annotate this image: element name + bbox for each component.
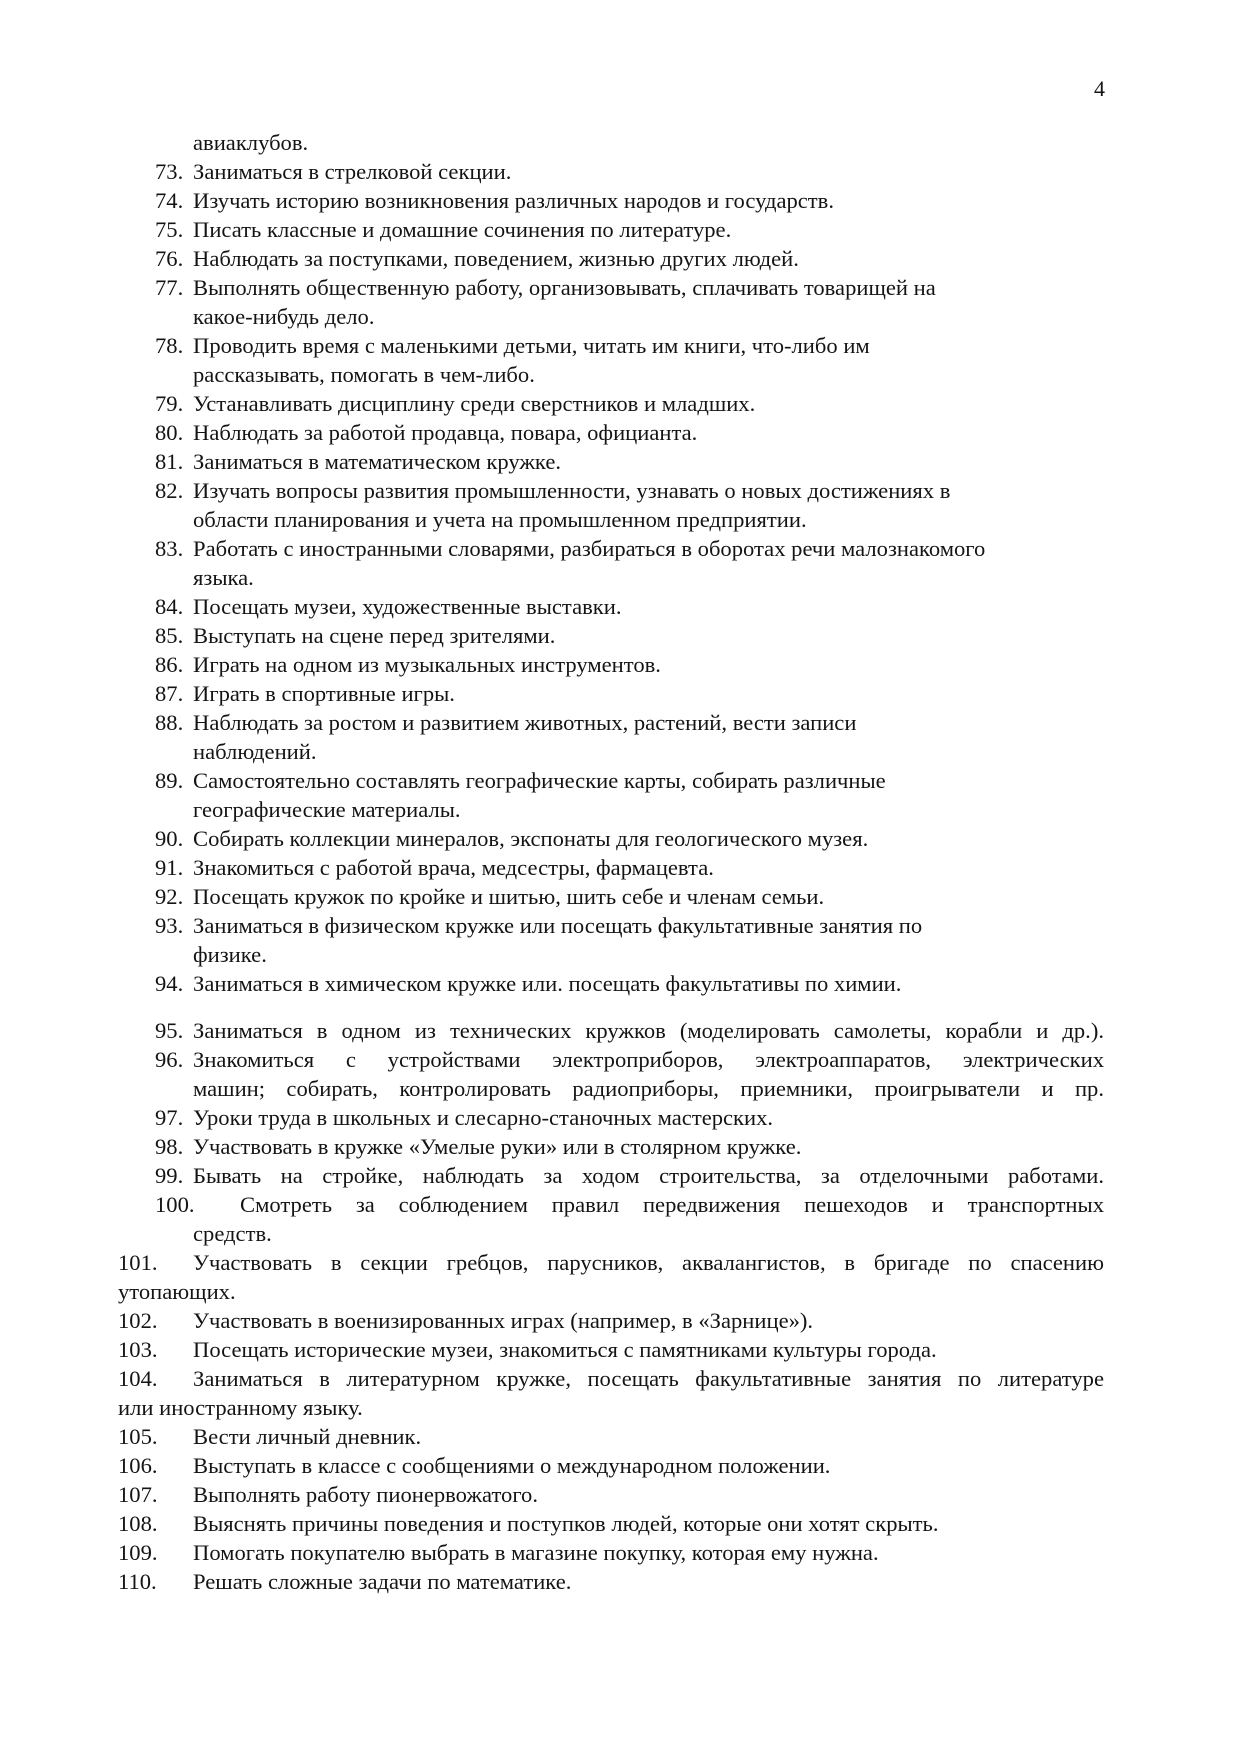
item-text: машин; собирать, контролировать радиоприборы, приемники, проигрыватели и пр. (193, 1076, 1104, 1101)
item-number: 105. (118, 1424, 158, 1449)
item-text: Устанавливать дисциплину среди сверстников и младших. (193, 391, 756, 416)
item-number: 94. (155, 971, 184, 996)
item-text: Самостоятельно составлять географические карты, собирать различные (193, 768, 886, 793)
item-number: 90. (155, 826, 184, 851)
item-number: 76. (155, 246, 184, 271)
item-text: Наблюдать за поступками, поведением, жизнью других людей. (193, 246, 799, 271)
list-item (155, 536, 985, 562)
item-text: Проводить время с маленькими детьми, читать им книги, что-либо им (193, 333, 870, 358)
item-number: 74. (155, 188, 184, 213)
list-item (155, 275, 936, 301)
list-item-continuation (193, 1221, 272, 1247)
item-number: 96. (155, 1047, 184, 1072)
item-number: 99. (155, 1163, 184, 1188)
list-item-continuation (193, 797, 461, 823)
item-text: Посещать исторические музеи, знакомиться с памятниками культуры города. (193, 1337, 937, 1362)
item-text: Посещать кружок по кройке и шитью, шить себе и членам семьи. (193, 884, 825, 909)
item-text: географические материалы. (193, 797, 461, 822)
item-text: Заниматься в одном из технических кружков (моделировать самолеты, корабли и др.). (193, 1018, 1104, 1043)
list-item (118, 1569, 571, 1595)
item-text: рассказывать, помогать в чем-либо. (193, 362, 535, 387)
item-text: Бывать на стройке, наблюдать за ходом строительства, за отделочными работами. (193, 1163, 1104, 1188)
item-number: 97. (155, 1105, 184, 1130)
list-item (118, 1482, 538, 1508)
item-text: Знакомиться с работой врача, медсестры, фармацевта. (193, 855, 714, 880)
item-text: Играть в спортивные игры. (193, 681, 455, 706)
list-item (118, 1250, 1104, 1276)
list-item (155, 1105, 773, 1131)
list-item-continuation (193, 739, 317, 765)
item-text: Выполнять общественную работу, организовывать, сплачивать товарищей на (193, 275, 936, 300)
item-text: Заниматься в математическом кружке. (193, 449, 562, 474)
item-text: Заниматься в химическом кружке или. посещать факультативы по химии. (193, 971, 902, 996)
list-item-continuation (193, 304, 375, 330)
list-item (155, 420, 697, 446)
item-text: Выступать в классе с сообщениями о международном положении. (193, 1453, 831, 1478)
item-text: Выполнять работу пионервожатого. (193, 1482, 538, 1507)
item-text: области планирования и учета на промышленном предприятии. (193, 507, 807, 532)
item-number: 95. (155, 1018, 184, 1043)
list-item (155, 913, 922, 939)
list-item (155, 855, 714, 881)
item-number: 101. (118, 1250, 158, 1275)
item-text: какое-нибудь дело. (193, 304, 375, 329)
item-text: утопающих. (118, 1279, 236, 1304)
list-item (155, 594, 622, 620)
item-text: физике. (193, 942, 267, 967)
item-number: 93. (155, 913, 184, 938)
list-item (155, 710, 856, 736)
item-text: Участвовать в кружке «Умелые руки» или в столярном кружке. (193, 1134, 802, 1159)
item-text: Заниматься в литературном кружке, посещать факультативные занятия по литературе (193, 1366, 1104, 1391)
list-item (155, 246, 799, 272)
item-text: Выступать на сцене перед зрителями. (193, 623, 556, 648)
list-item (155, 1134, 801, 1160)
item-text: Знакомиться с устройствами электроприборов, электроаппаратов, электрических (193, 1047, 1104, 1072)
list-item-continuation (193, 130, 308, 156)
list-item (155, 159, 511, 185)
list-item (155, 971, 901, 997)
item-text: Писать классные и домашние сочинения по литературе. (193, 217, 732, 242)
item-number: 87. (155, 681, 184, 706)
item-text: Наблюдать за ростом и развитием животных, растений, вести записи (193, 710, 857, 735)
list-item (155, 1192, 1104, 1218)
list-item (155, 478, 950, 504)
list-item-continuation (193, 507, 807, 533)
list-item (155, 391, 755, 417)
item-text: Посещать музеи, художественные выставки. (193, 594, 622, 619)
item-text: языка. (193, 565, 254, 590)
item-text: Заниматься в физическом кружке или посещать факультативные занятия по (193, 913, 923, 938)
item-text: Наблюдать за работой продавца, повара, официанта. (193, 420, 698, 445)
item-number: 79. (155, 391, 184, 416)
item-number: 77. (155, 275, 184, 300)
item-text: средств. (193, 1221, 272, 1246)
list-item-continuation (118, 1395, 363, 1421)
item-text: или иностранному языку. (118, 1395, 363, 1420)
item-number: 84. (155, 594, 184, 619)
item-number: 91. (155, 855, 184, 880)
list-item (155, 681, 455, 707)
list-item (155, 652, 661, 678)
item-text: авиаклубов. (193, 130, 309, 155)
item-number: 75. (155, 217, 184, 242)
item-text: Работать с иностранными словарями, разбираться в оборотах речи малознакомого (193, 536, 986, 561)
item-text: Заниматься в стрелковой секции. (193, 159, 512, 184)
list-item (155, 623, 555, 649)
list-item (118, 1308, 813, 1334)
item-text: Решать сложные задачи по математике. (193, 1569, 572, 1594)
item-number: 104. (118, 1366, 158, 1391)
item-text: Участвовать в военизированных играх (например, в «Зарнице»). (193, 1308, 814, 1333)
page-number: 4 (1094, 76, 1105, 101)
item-text: Выяснять причины поведения и поступков людей, которые они хотят скрыть. (193, 1511, 939, 1536)
list-item-continuation (118, 1279, 236, 1305)
item-text: Изучать вопросы развития промышленности, узнавать о новых достижениях в (193, 478, 951, 503)
list-item-continuation (193, 1076, 1104, 1102)
item-text: наблюдений. (193, 739, 317, 764)
list-item (118, 1453, 830, 1479)
item-number: 98. (155, 1134, 184, 1159)
item-text: Играть на одном из музыкальных инструментов. (193, 652, 661, 677)
list-item (155, 1018, 1104, 1044)
item-number: 106. (118, 1453, 158, 1478)
item-number: 109. (118, 1540, 158, 1565)
item-number: 107. (118, 1482, 158, 1507)
item-number: 100. (155, 1192, 195, 1217)
list-item (155, 333, 870, 359)
list-item (155, 768, 886, 794)
item-number: 82. (155, 478, 184, 503)
item-text: Уроки труда в школьных и слесарно-станочных мастерских. (193, 1105, 774, 1130)
item-number: 103. (118, 1337, 158, 1362)
item-number: 108. (118, 1511, 158, 1536)
item-text: Участвовать в секции гребцов, парусников, аквалангистов, в бригаде по спасению (193, 1250, 1104, 1275)
list-item (118, 1511, 939, 1537)
list-item (118, 1366, 1104, 1392)
item-number: 89. (155, 768, 184, 793)
list-item-continuation (193, 565, 254, 591)
item-number: 102. (118, 1308, 158, 1333)
item-number: 88. (155, 710, 184, 735)
list-item (155, 1163, 1104, 1189)
list-item (155, 884, 824, 910)
item-text: Помогать покупателю выбрать в магазине покупку, которая ему нужна. (193, 1540, 879, 1565)
item-text: Изучать историю возникновения различных народов и государств. (193, 188, 834, 213)
list-item (155, 449, 561, 475)
item-number: 78. (155, 333, 184, 358)
list-item-continuation (193, 362, 535, 388)
list-item (118, 1424, 421, 1450)
item-number: 81. (155, 449, 184, 474)
item-number: 83. (155, 536, 184, 561)
list-item (155, 188, 834, 214)
list-item (155, 1047, 1104, 1073)
list-item (155, 217, 731, 243)
list-item (118, 1540, 879, 1566)
item-text: Собирать коллекции минералов, экспонаты для геологического музея. (193, 826, 869, 851)
item-number: 92. (155, 884, 184, 909)
list-item (118, 1337, 937, 1363)
item-text: Смотреть за соблюдением правил передвижения пешеходов и транспортных (240, 1192, 1104, 1217)
item-number: 86. (155, 652, 184, 677)
item-number: 80. (155, 420, 184, 445)
item-number: 110. (118, 1569, 157, 1594)
list-item (155, 826, 868, 852)
list-item-continuation (193, 942, 267, 968)
item-number: 85. (155, 623, 184, 648)
item-text: Вести личный дневник. (193, 1424, 422, 1449)
item-number: 73. (155, 159, 184, 184)
